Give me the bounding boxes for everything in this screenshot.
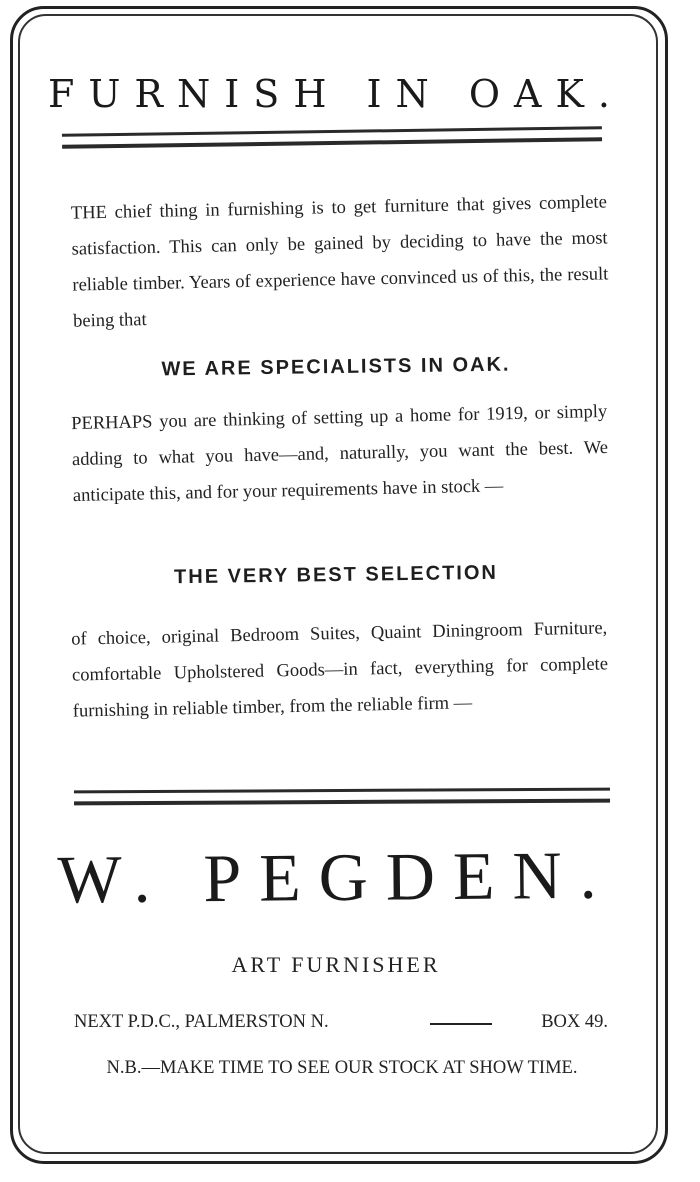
bottom-divider <box>74 788 610 806</box>
firm-address: NEXT P.D.C., PALMERSTON N. <box>74 1012 329 1032</box>
address-dash <box>430 1023 492 1025</box>
headline: FURNISH IN OAK. <box>48 72 624 116</box>
intro-paragraph: THE chief thing in furnishing is to get furniture that gives complete satisfaction. This can only be gained by deciding to have the most reliable timber. Years of experience have convinced us of this, the result being that <box>70 192 609 332</box>
selection-paragraph: of choice, original Bedroom Suites, Quaint Diningroom Furniture, comfortable Upholstered Goods—in fact, everything for complete furnishing in reliable timber, from the reliable firm — <box>71 618 609 722</box>
firm-name: W. PEGDEN. <box>57 836 615 918</box>
show-note: N.B.—MAKE TIME TO SEE OUR STOCK AT SHOW TIME. <box>106 1058 578 1078</box>
specialists-subhead: WE ARE SPECIALISTS IN OAK. <box>161 353 511 381</box>
top-divider <box>62 126 602 149</box>
advertisement <box>30 26 642 1136</box>
firm-box: BOX 49. <box>541 1012 608 1032</box>
firm-trade: ART FURNISHER <box>231 952 441 977</box>
perhaps-paragraph: PERHAPS you are thinking of setting up a home for 1919, or simply adding to what you have—and, naturally, you want the best. We anticipate this, and for your requirements have in stock — <box>71 401 609 507</box>
selection-subhead: THE VERY BEST SELECTION <box>173 561 499 589</box>
